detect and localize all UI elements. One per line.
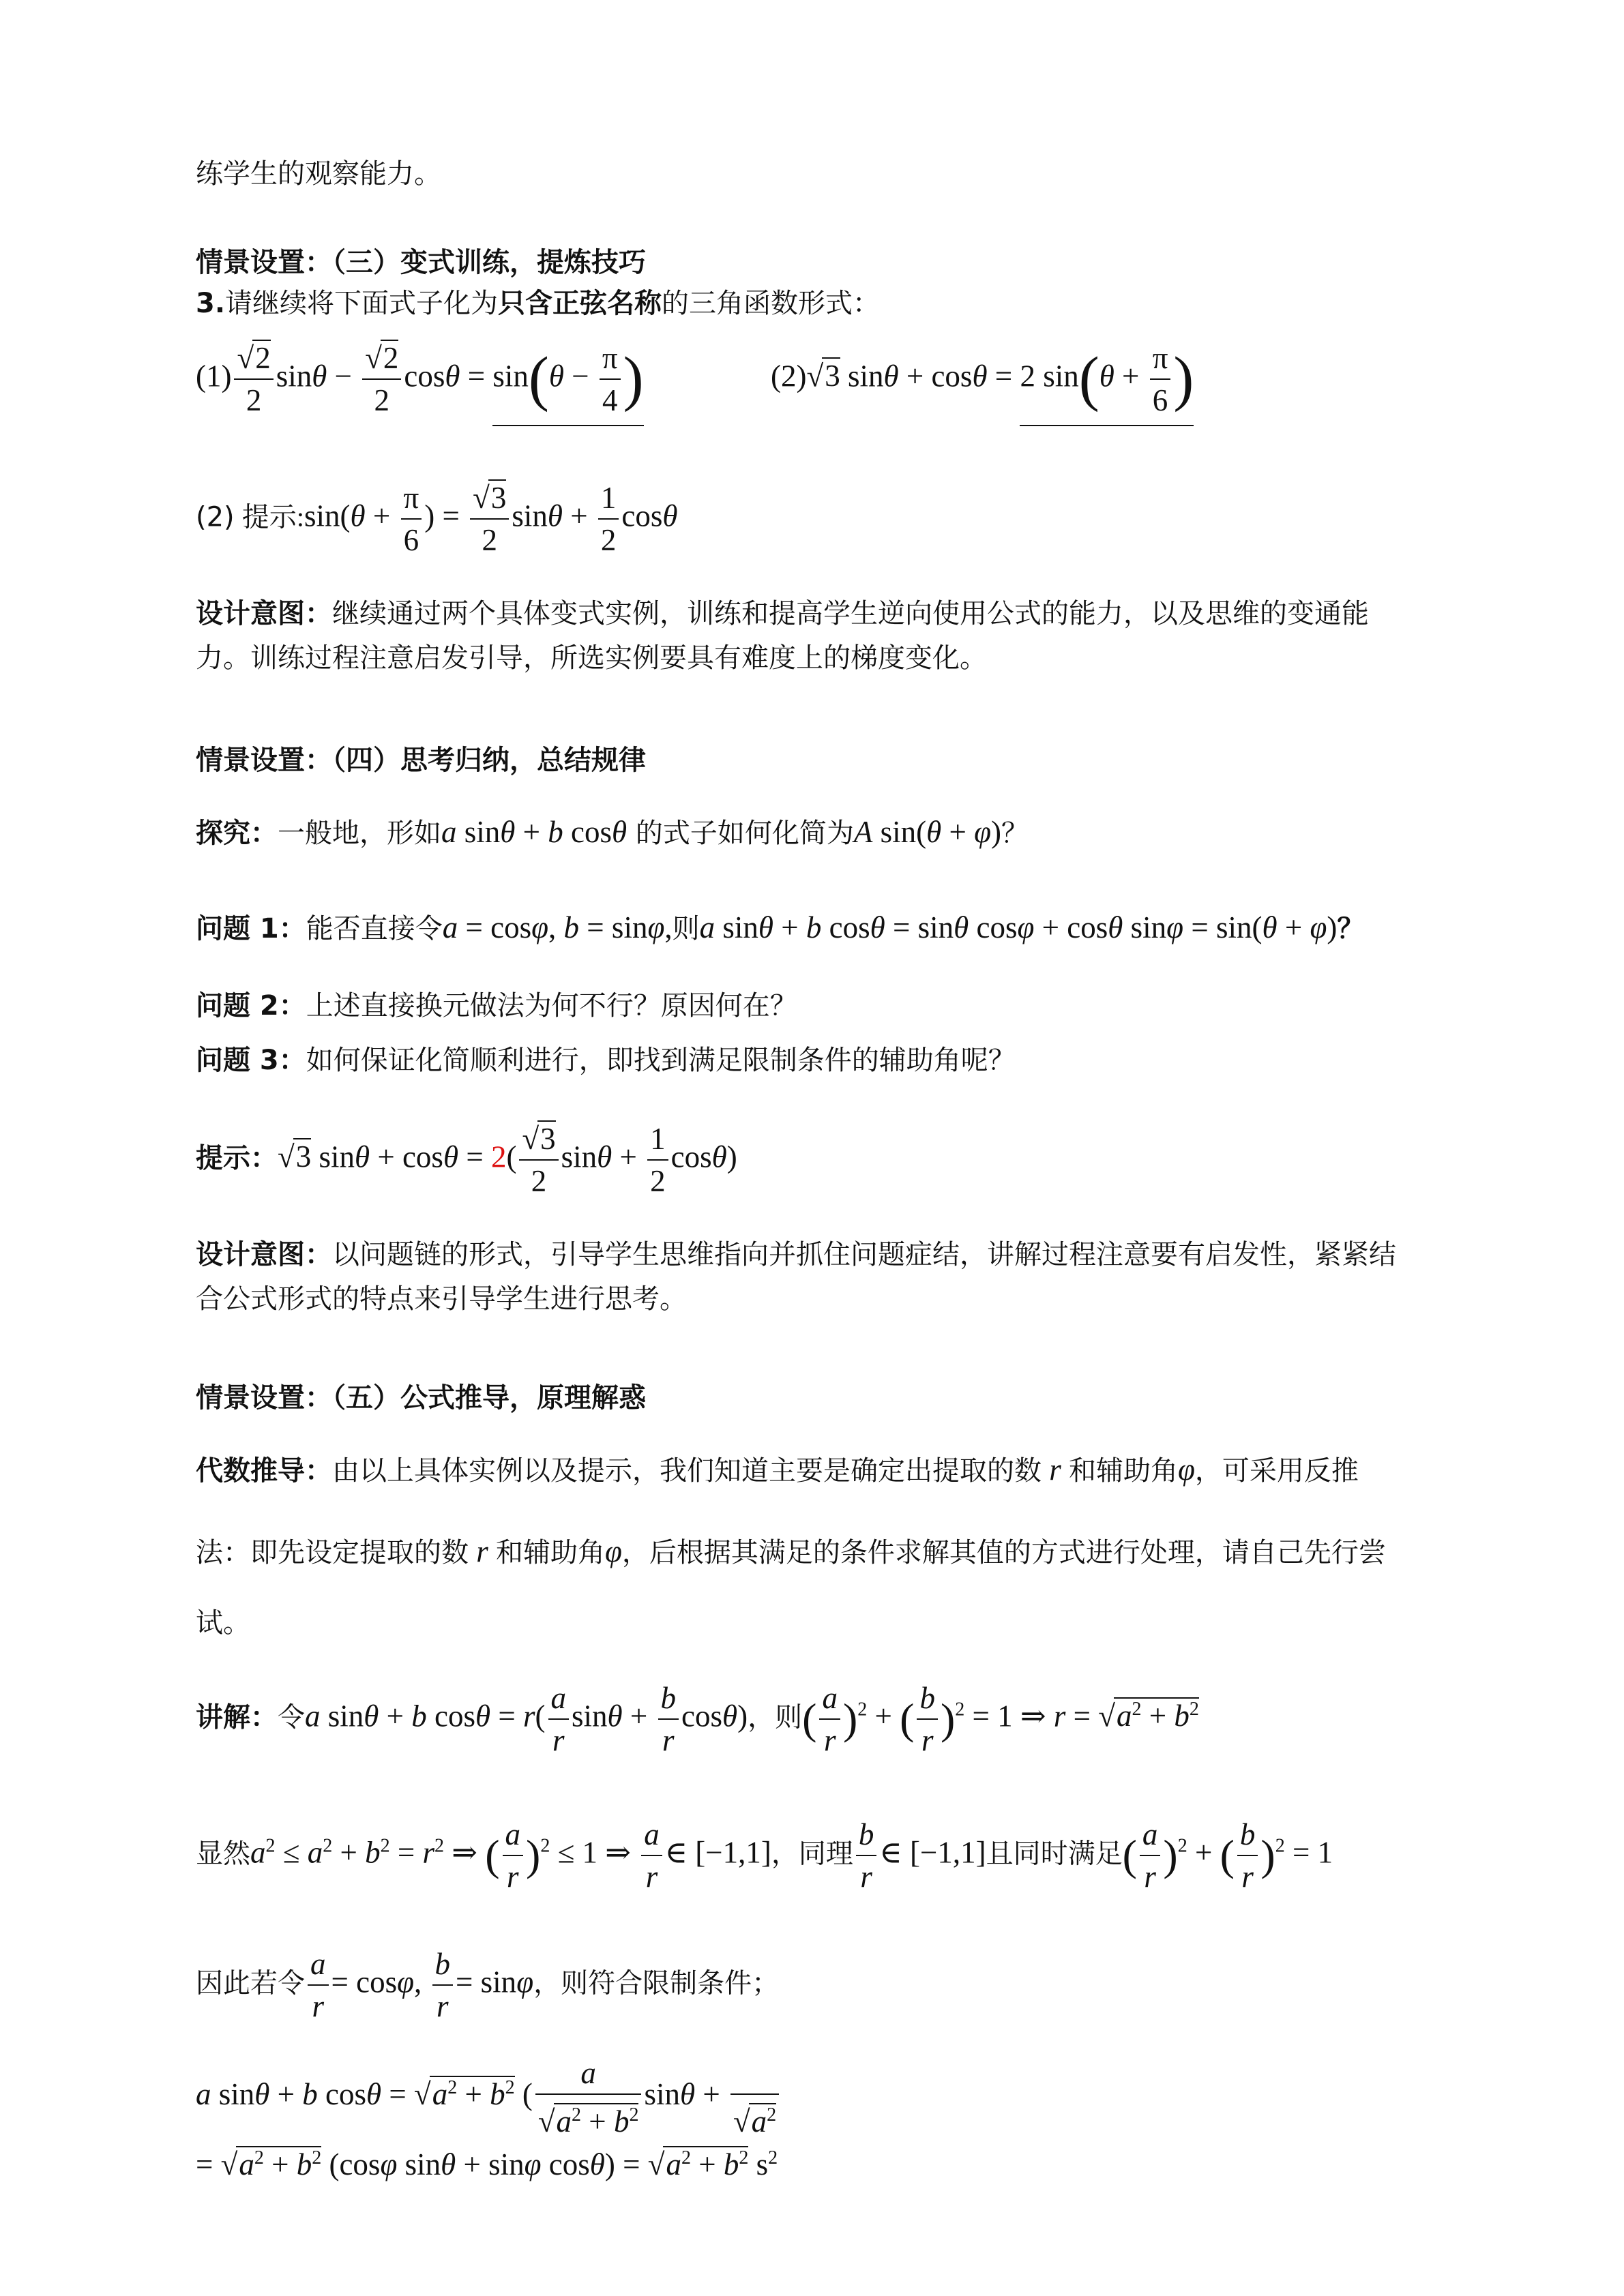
lecture: 讲解：令a sinθ + b cosθ = r( $\frac{a}{r}$ sinθ + $\frac{b}{r}$ cosθ)，则( $\frac{a}{r}$ )$^2$ + ( $\frac{b}{r}$ )$^2$ = 1 ⇒ $r = √a^2 + b^2$: [196, 1678, 1199, 1761]
answer-underline-2: 2 sin(θ + $\frac{\pi}{6}$ ): [1020, 338, 1194, 426]
section-heading-5: 情景设置：（五）公式推导，原理解惑: [196, 1382, 646, 1414]
section-title: （三）变式训练，提炼技巧: [332, 247, 646, 278]
question-text: 请继续将下面式子化为: [225, 288, 499, 319]
eq-number: (2): [771, 359, 807, 393]
question-2: 问题 2：上述直接换元做法为何不行？原因何在？: [196, 990, 797, 1022]
therefore: 因此若令 $\frac{a}{r}$ = cosφ, $\frac{b}{r}$ = sinφ，则符合限制条件；: [196, 1943, 779, 2027]
fraction: $\frac{√2}{2}$: [362, 338, 401, 421]
fraction: $\frac{√2}{2}$: [234, 338, 273, 421]
question-3: [196, 286, 880, 320]
equation-1: (1) $\frac{√2}{2}$ sinθ − $\frac{√2}{2}$ cosθ = sin(θ − $\frac{\pi}{4}$ ): [196, 338, 644, 426]
algebra-line2: 法：即先设定提取的数 r 和辅助角φ，后根据其满足的条件求解其值的方式进行处理，请自己先行尝: [196, 1534, 1386, 1568]
algebra-derivation: 代数推导：由以上具体实例以及提示，我们知道主要是确定出提取的数 r 和辅助角φ，可采用反推: [196, 1452, 1359, 1487]
answer-underline-1: sin(θ − $\frac{\pi}{4}$ ): [492, 338, 643, 426]
derivation-line-1: a sinθ + b $\cos\theta = √a^2 + b^2$ ( $\frac{a}{√a^2 + b^2}$ sinθ + $√a^2$: [196, 2053, 782, 2142]
section-label: 情景设置：: [196, 247, 332, 278]
design-intent-1-line2: 力。训练过程注意启发引导，所选实例要具有难度上的梯度变化。: [196, 642, 987, 674]
algebra-line3: 试。: [196, 1607, 250, 1639]
question-text-end: 的三角函数形式：: [662, 288, 881, 319]
question-emphasis: 只含正弦名称: [498, 288, 662, 319]
hint: 提示：√3 sinθ + cosθ = 2( $\frac{√3}{2}$ sinθ + $\frac{1}{2}$ cosθ): [196, 1118, 737, 1202]
section-heading-4: 情景设置：（四）思考归纳，总结规律: [196, 745, 646, 776]
question-1: 问题 1：能否直接令a = cosφ, b = sinφ,则a sinθ + b cosθ = sinθ cosφ + cosθ sinφ = sin(θ + φ)？: [196, 910, 1365, 944]
obviously: 显然$a^2 \le a^2 + b^2 = r^2$ ⇒ ( $\frac{a}{r}$ )$^2$ ≤ 1 ⇒ $\frac{a}{r}$ ∈ [−1,1]，同理 $\frac{b}{r}$ ∈ [−1,1]且同时满足( $\frac{a}{r}$ )$^2$ + ( $\frac{b}{r}$ )$^2$ = 1: [196, 1814, 1333, 1897]
equation-2: (2)√3 sinθ + cosθ = 2 sin(θ + $\frac{\pi}{6}$ ): [771, 338, 1194, 426]
highlight-factor: 2: [490, 1139, 507, 1174]
design-intent-1: 设计意图：继续通过两个具体变式实例，训练和提高学生逆向使用公式的能力，以及思维的变通能: [196, 598, 1369, 629]
design-intent-2: 设计意图：以问题链的形式，引导学生思维指向并抓住问题症结，讲解过程注意要有启发性，紧紧结: [196, 1239, 1396, 1270]
explore: 探究：一般地，形如a sinθ + b cosθ 的式子如何化简为A sin(θ + φ)？: [196, 815, 1029, 849]
eq-number: (1): [196, 359, 232, 393]
hint-2: (2) 提示:sin(θ + $\frac{\pi}{6}$ ) = $\frac{√3}{2}$ sinθ + $\frac{1}{2}$ cosθ: [196, 477, 677, 561]
question-3b: 问题 3：如何保证化简顺利进行，即找到满足限制条件的辅助角呢？: [196, 1045, 1016, 1076]
question-number: 3.: [196, 288, 226, 319]
paragraph-continuation: 练学生的观察能力。: [196, 158, 441, 190]
design-intent-2-line2: 合公式形式的特点来引导学生进行思考。: [196, 1283, 687, 1315]
derivation-line-2: = $√a^2 + b^2$ (cosφ sinθ + sinφ $\cos\theta) = √a^2 + b^2$ $s^2$: [196, 2147, 778, 2181]
section-heading-3: [196, 245, 646, 280]
